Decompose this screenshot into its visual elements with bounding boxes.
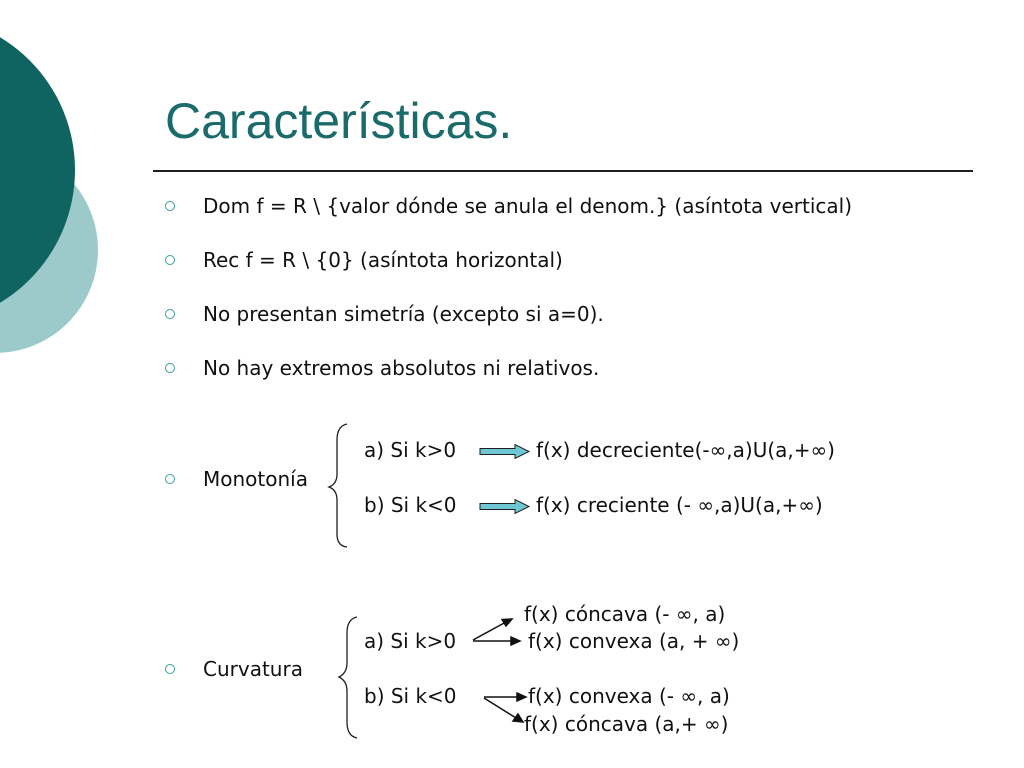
- curvatura-case-b-lower: f(x) cóncava (a,+ ∞): [524, 712, 729, 736]
- monotonia-case-b-condition: b) Si k<0: [364, 493, 457, 517]
- bullet-text: Dom f = R \ {valor dónde se anula el denom.} (asíntota vertical): [203, 194, 853, 218]
- bullet-icon: [165, 201, 175, 211]
- arrowhead-icon: [511, 637, 520, 645]
- arrowhead-icon: [517, 693, 526, 701]
- bullet-item-recorrido: [165, 245, 563, 275]
- branch-arrows-case-a: [473, 619, 520, 645]
- curvatura-case-a-condition: a) Si k>0: [364, 629, 457, 653]
- monotonia-case-a-result: f(x) decreciente(-∞,a)U(a,+∞): [536, 438, 835, 462]
- arrowhead-icon: [502, 619, 512, 626]
- slide-title: Características.: [165, 93, 513, 149]
- monotonia-case-a-condition: a) Si k>0: [364, 438, 457, 462]
- bullet-text: Rec f = R \ {0} (asíntota horizontal): [203, 248, 563, 272]
- arrowhead-icon: [513, 714, 523, 722]
- bullet-icon: [165, 255, 175, 265]
- curvatura-case-b-upper: f(x) convexa (- ∞, a): [528, 684, 730, 708]
- bullet-icon: [165, 474, 175, 484]
- block-arrow-icon: [480, 500, 529, 514]
- bullet-item-dominio: [165, 191, 852, 221]
- branch-arrows-case-b: [484, 693, 526, 722]
- bullet-icon: [165, 309, 175, 319]
- bullet-item-monotonia: [165, 464, 308, 494]
- decorative-circles: [0, 0, 120, 420]
- bullet-text: No hay extremos absolutos ni relativos.: [203, 356, 600, 380]
- bullet-item-curvatura: [165, 654, 303, 684]
- curvatura-case-a-lower: f(x) convexa (a, + ∞): [528, 629, 740, 653]
- curvatura-brace: [339, 617, 357, 738]
- title-divider: [153, 170, 973, 172]
- bullet-text: No presentan simetría (excepto si a=0).: [203, 302, 604, 326]
- bullet-item-extremos: [165, 353, 599, 383]
- bullet-icon: [165, 363, 175, 373]
- bullet-icon: [165, 664, 175, 674]
- curvatura-label: Curvatura: [203, 657, 303, 681]
- curvatura-case-a-upper: f(x) cóncava (- ∞, a): [524, 602, 726, 626]
- monotonia-case-b-result: f(x) creciente (- ∞,a)U(a,+∞): [536, 493, 823, 517]
- bullet-item-simetria: [165, 299, 604, 329]
- curvatura-case-b-condition: b) Si k<0: [364, 684, 457, 708]
- monotonia-brace: [329, 424, 347, 547]
- block-arrow-icon: [480, 445, 529, 459]
- monotonia-label: Monotonía: [203, 467, 308, 491]
